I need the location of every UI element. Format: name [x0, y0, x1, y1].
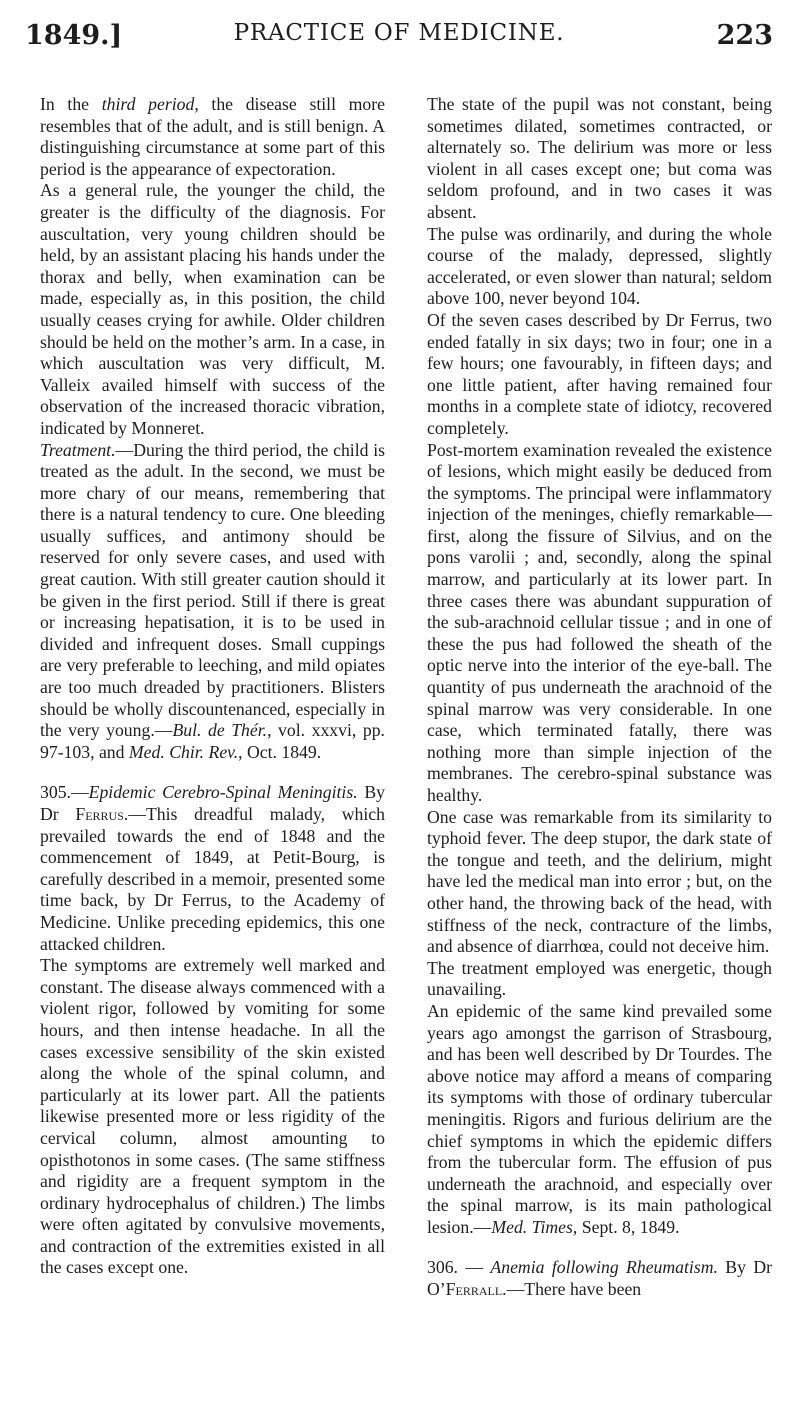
paragraph-treatment-employed: The treatment employed was energetic, though unavailing. [427, 957, 772, 1000]
paragraph-cases: Of the seven cases described by Dr Ferrus, two ended fatally in six days; two in four; one in a few hours; one favourably, in fifteen days; and one little patient, after having remained four months in a complete state of idiotcy, recovered completely. [427, 309, 772, 438]
paragraph-third-period: In the third period, the disease still more resembles that of the adult, and is still benign. A distinguishing circumstance at some part of this period is the appearance of expectoration. [40, 94, 386, 179]
section-306-heading: 306. — Anemia following Rheumatism. By Dr O’Ferrall.—There have been [427, 1257, 772, 1300]
paragraph-typhoid: One case was remarkable from its similarity to typhoid fever. The deep stupor, the dark state of the tongue and teeth, and the delirium, might have led the medical man into error ; but, on the other hand, the throwing back of the head, with stiffness of the neck, contracture of the limbs, and absence of diarrhœa, could not deceive him. [427, 806, 772, 957]
paragraph-treatment: Treatment.—During the third period, the child is treated as the adult. In the second, we must be more chary of our means, remembering that there is a natural tendency to cure. One bleeding usually suffices, and antimony should be reserved for only severe cases, and used with great caution. With still greater caution should it be given in the first period. Still if there is great or increasing hepatisation, it is to be used in divided and infrequent doses. Small cuppings are very preferable to leeching, and mild opiates are too much dreaded by practitioners. Blisters should be wholly discountenanced, especially in the very young.—Bul. de Thér., vol. xxxvi, pp. 97-103, and Med. Chir. Rev., Oct. 1849. [40, 439, 385, 762]
paragraph-strasbourg: An epidemic of the same kind prevailed some years ago amongst the garrison of Strasbourg, and has been well described by Dr Tourdes. The above notice may afford a means of comparing its symptoms with those of ordinary tubercular meningitis. Rigors and furious delirium are the chief symptoms in which the epidemic differs from the tubercular form. The effusion of pus underneath the arachnoid, and especially over the spinal marrow, is its main pathological lesion.—Med. Times, Sept. 8, 1849. [427, 1000, 772, 1237]
left-column [40, 94, 385, 1279]
header-year: 1849.] [25, 20, 123, 51]
paragraph-pulse: The pulse was ordinarily, and during the whole course of the malady, depressed, slightly accelerated, or even slower than natural; seldom above 100, never beyond 104. [427, 223, 772, 309]
paragraph-post-mortem: Post-mortem examination revealed the existence of lesions, which might easily be deduced from the symptoms. The principal were inflammatory injection of the meninges, chiefly remarkable—first, along the fissure of Silvius, and on the pons varolii ; and, secondly, along the spinal marrow, and particularly at its lower part. In three cases there was abundant suppuration of the sub-arachnoid cellular tissue ; and in one of these the pus had followed the sheath of the optic nerve into the interior of the eye-ball. The quantity of pus underneath the arachnoid of the spinal marrow was very considerable. In one case, which terminated fatally, there was nothing more than simple injection of the membranes. The cerebro-spinal substance was healthy. [427, 439, 772, 805]
header-title: PRACTICE OF MEDICINE. [233, 20, 565, 46]
paragraph-pupil: The state of the pupil was not constant, being sometimes dilated, sometimes contracted, or alternately so. The delirium was more or less violent in all cases except one; but coma was seldom profound, and in two cases it was absent. [427, 94, 772, 222]
paragraph-diagnosis: As a general rule, the younger the child, the greater is the difficulty of the diagnosis. For auscultation, very young children should be held, by an assistant placing his hands under the thorax and belly, when examination can be made, especially as, in this position, the child usually ceases crying for awhile. Older children should be held on the mother’s arm. In a case, in which auscultation was very difficult, M. Valleix availed himself with success of the observation of the increased thoracic vibration, indicated by Monneret. [40, 180, 385, 438]
header-page-number: 223 [716, 20, 773, 51]
right-column [427, 94, 772, 1301]
running-header [25, 20, 773, 66]
paragraph-symptoms: The symptoms are extremely well marked and constant. The disease always commenced with a violent rigor, followed by vomiting for some hours, and then intense headache. In all the cases excessive sensibility of the skin existed along the whole of the spinal column, and particularly at its lower part. All the patients likewise presented more or less rigidity of the cervical column, almost amounting to opisthotonos in some cases. (The same stiffness and rigidity are a frequent symptom in the ordinary hydrocephalus of children.) The limbs were often agitated by convulsive movements, and contraction of the extremities existed in all the cases except one. [40, 955, 385, 1278]
section-305-heading: 305.—Epidemic Cerebro-Spinal Meningitis. By Dr Ferrus.—This dreadful malady, which prevailed towards the end of 1848 and the commencement of 1849, at Petit-Bourg, is carefully described in a memoir, presented some time back, by Dr Ferrus, to the Academy of Medicine. Unlike preceding epidemics, this one attacked children. [40, 782, 385, 954]
